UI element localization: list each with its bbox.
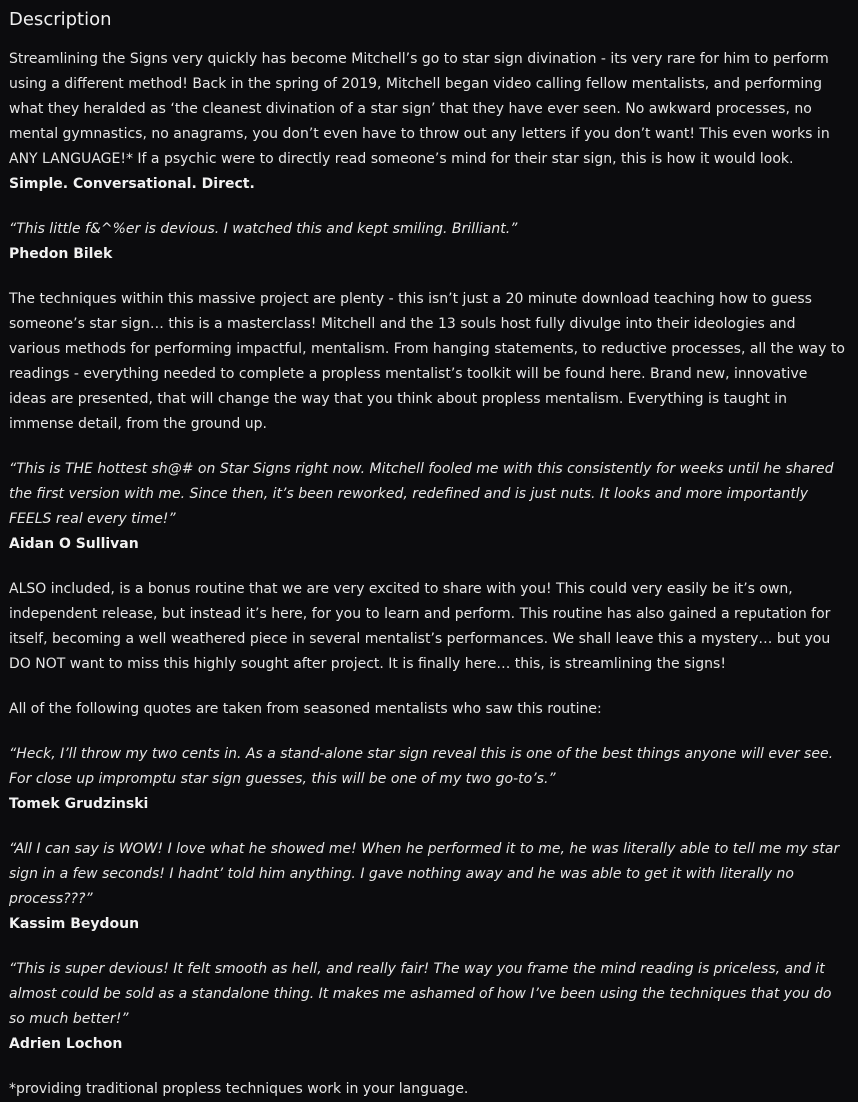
testimonial-author: Adrien Lochon	[9, 1036, 123, 1052]
testimonial-quote: “This is super devious! It felt smooth as hell, and really fair! The way you frame the mind reading is priceless, and it almost could be sold as a standalone thing. It makes me ashamed of how I’ve been using the techniques that you do so much better!”	[9, 961, 832, 1027]
footnote: *providing traditional propless techniques work in your language.	[9, 1081, 469, 1097]
testimonial-quote: “This little f&^%er is devious. I watched this and kept smiling. Brilliant.”	[9, 221, 518, 237]
testimonial	[9, 742, 849, 817]
testimonial-author: Phedon Bilek	[9, 246, 113, 262]
testimonial-author: Tomek Grudzinski	[9, 796, 149, 812]
testimonial-quote: “Heck, I’ll throw my two cents in. As a stand-alone star sign reveal this is one of the best things anyone will ever see. For close up impromptu star sign guesses, this will be one of my two go-to’s.”	[9, 746, 834, 787]
intro-emphasis: Simple. Conversational. Direct.	[9, 176, 255, 192]
testimonial-quote: “All I can say is WOW! I love what he showed me! When he performed it to me, he was literally able to tell me my star sign in a few seconds! I hadnt’ told him anything. I gave nothing away and he was able to get it with literally no process???”	[9, 841, 840, 907]
testimonial-author: Kassim Beydoun	[9, 916, 140, 932]
bonus-paragraph: ALSO included, is a bonus routine that we are very excited to share with you! This could very easily be it’s own, independent release, but instead it’s here, for you to learn and perform. This routine has also gained a reputation for itself, becoming a well weathered piece in several mentalist’s performances. We shall leave this a mystery… but you DO NOT want to miss this highly sought after project. It is finally here… this, is streamlining the signs!	[9, 581, 831, 672]
testimonial-quote: “This is THE hottest sh@# on Star Signs right now. Mitchell fooled me with this consistently for weeks until he shared the first version with me. Since then, it’s been reworked, redefined and is just nuts. It looks and more importantly FEELS real every time!”	[9, 461, 834, 527]
quotes-intro: All of the following quotes are taken from seasoned mentalists who saw this routine:	[9, 701, 602, 717]
techniques-paragraph: The techniques within this massive project are plenty - this isn’t just a 20 minute download teaching how to guess someone’s star sign… this is a masterclass! Mitchell and the 13 souls host fully divulge into their ideologies and various methods for performing impactful, mentalism. From hanging statements, to reductive processes, all the way to readings - everything needed to complete a propless mentalist’s toolkit will be found here. Brand new, innovative ideas are presented, that will change the way that you think about propless mentalism. Everything is taught in immense detail, from the ground up.	[9, 291, 845, 432]
testimonial-author: Aidan O Sullivan	[9, 536, 139, 552]
testimonial	[9, 457, 849, 557]
section-title: Description	[9, 9, 112, 30]
intro-paragraph	[9, 47, 849, 197]
testimonial	[9, 217, 849, 267]
testimonial	[9, 837, 849, 937]
testimonial	[9, 957, 849, 1057]
intro-text: Streamlining the Signs very quickly has become Mitchell’s go to star sign divination - its very rare for him to perform using a different method! Back in the spring of 2019, Mitchell began video calling fellow mentalists, and performing what they heralded as ‘the cleanest divination of a star sign’ that they have ever seen. No awkward processes, no mental gymnastics, no anagrams, you don’t even have to throw out any letters if you don’t want! This even works in ANY LANGUAGE!* If a psychic were to directly read someone’s mind for their star sign, this is how it would look.	[9, 51, 830, 167]
